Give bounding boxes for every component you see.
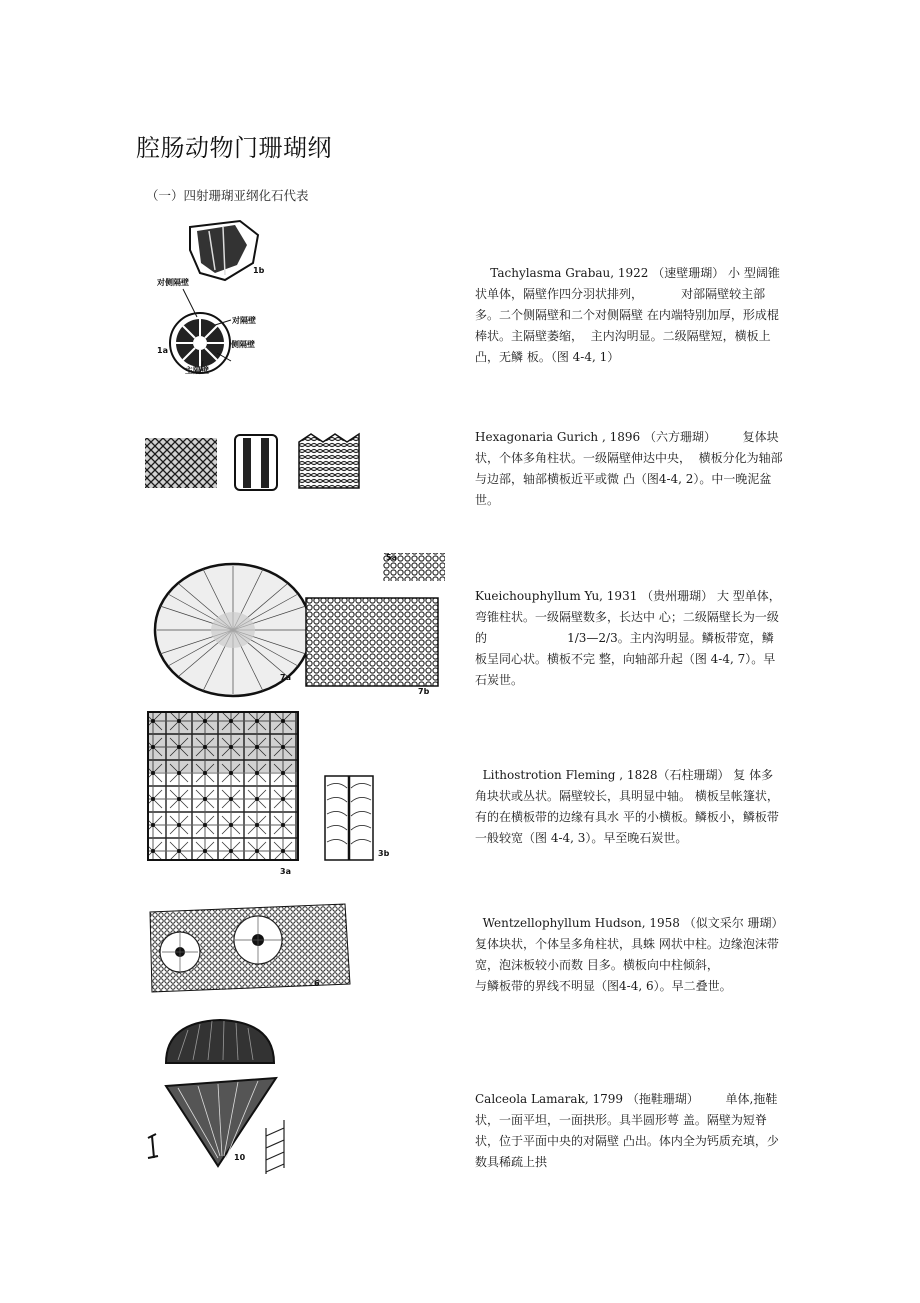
page-title: 腔肠动物门珊瑚纲: [136, 134, 332, 162]
entry-calceola: Calceola Lamarak, 1799 （拖鞋珊瑚） 单体,拖鞋状，一面平坦，一面拱形。具半圆形萼 盖。隔壁为短脊状，位于平面中央的对隔壁 凸出。体内全为钙质充填，少数具稀疏上拱: [475, 1092, 779, 1169]
fig1-label-counter: 对隔壁: [232, 316, 256, 325]
fig1-label-cardinal: 主隔壁: [185, 366, 209, 375]
figure-wentzellophyllum: [140, 900, 355, 1000]
fig1-label-1a: 1a: [157, 346, 168, 355]
entry-tachylasma: Tachylasma Grabau, 1922 （速壁珊瑚） 小 型阔锥状单体，隔壁作四分羽状排列， 对部隔壁较主部多。二个侧隔壁和二个对侧隔壁 在内端特别加厚，形成棍棒状。主隔壁萎缩， 主内沟明显。二级隔壁短，横板上凸，无鳞 板。（图 4-4, 1）: [475, 266, 780, 364]
fig4-label-3a: 3a: [280, 867, 291, 876]
figure-tachylasma: [145, 215, 285, 375]
entry-kueichouphyllum: Kueichouphyllum Yu, 1931 （贵州珊瑚） 大 型单体，弯锥柱状。一级隔壁数多，长达中 心；二级隔壁长为一级的 1/3—2/3。主内沟明显。鳞板带宽，鳞板呈同心状。横板不完 整，向轴部升起（图 4-4, 7）。早石炭世。: [475, 589, 781, 687]
fig3-label-7a: 7a: [280, 673, 291, 682]
fig5-label-6: 6: [314, 979, 320, 988]
fig4-label-3b: 3b: [378, 849, 390, 858]
fig3-label-7b: 7b: [418, 687, 430, 696]
entry-hexagonaria: Hexagonaria Gurich , 1896 （六方珊瑚） 复体块状，个体多角柱状。一级隔壁伸达中央， 横板分化为轴部与边部，轴部横板近平或微 凸（图4-4, 2）。中一晚泥盆世。: [475, 430, 783, 507]
figure-hexagonaria: [143, 430, 368, 495]
figure-kueichouphyllum: [138, 548, 448, 698]
fig3-label-5a: 5a: [386, 553, 397, 562]
section-subtitle: （一）四射珊瑚亚纲化石代表: [146, 188, 309, 203]
fig1-label-counter-lateral: 对侧隔壁: [157, 278, 189, 287]
figure-lithostrotion: [140, 708, 415, 878]
fig6-label-10: 10: [234, 1153, 246, 1162]
fig1-label-1b: 1b: [253, 266, 265, 275]
entry-wentzellophyllum: Wentzellophyllum Hudson, 1958 （似文采尔 珊瑚） 复体块状，个体呈多角柱状，具蛛 网状中柱。边缘泡沫带宽，泡沫板较小而数 目多。横板向中柱倾斜， 与鳞板带的界线不明显（图4-4, 6）。早二叠世。: [475, 916, 803, 993]
entry-lithostrotion: Lithostrotion Fleming , 1828（石柱珊瑚） 复 体多角块状或丛状。隔壁较长，具明显中轴。 横板呈帐篷状，有的在横板带的边缘有具水 平的小横板。鳞板小，鳞板带一般较宽（图 4-4, 3）。早至晚石炭世。: [475, 768, 779, 845]
fig1-label-lateral: 侧隔壁: [231, 340, 255, 349]
figure-calceola: [138, 1008, 298, 1178]
